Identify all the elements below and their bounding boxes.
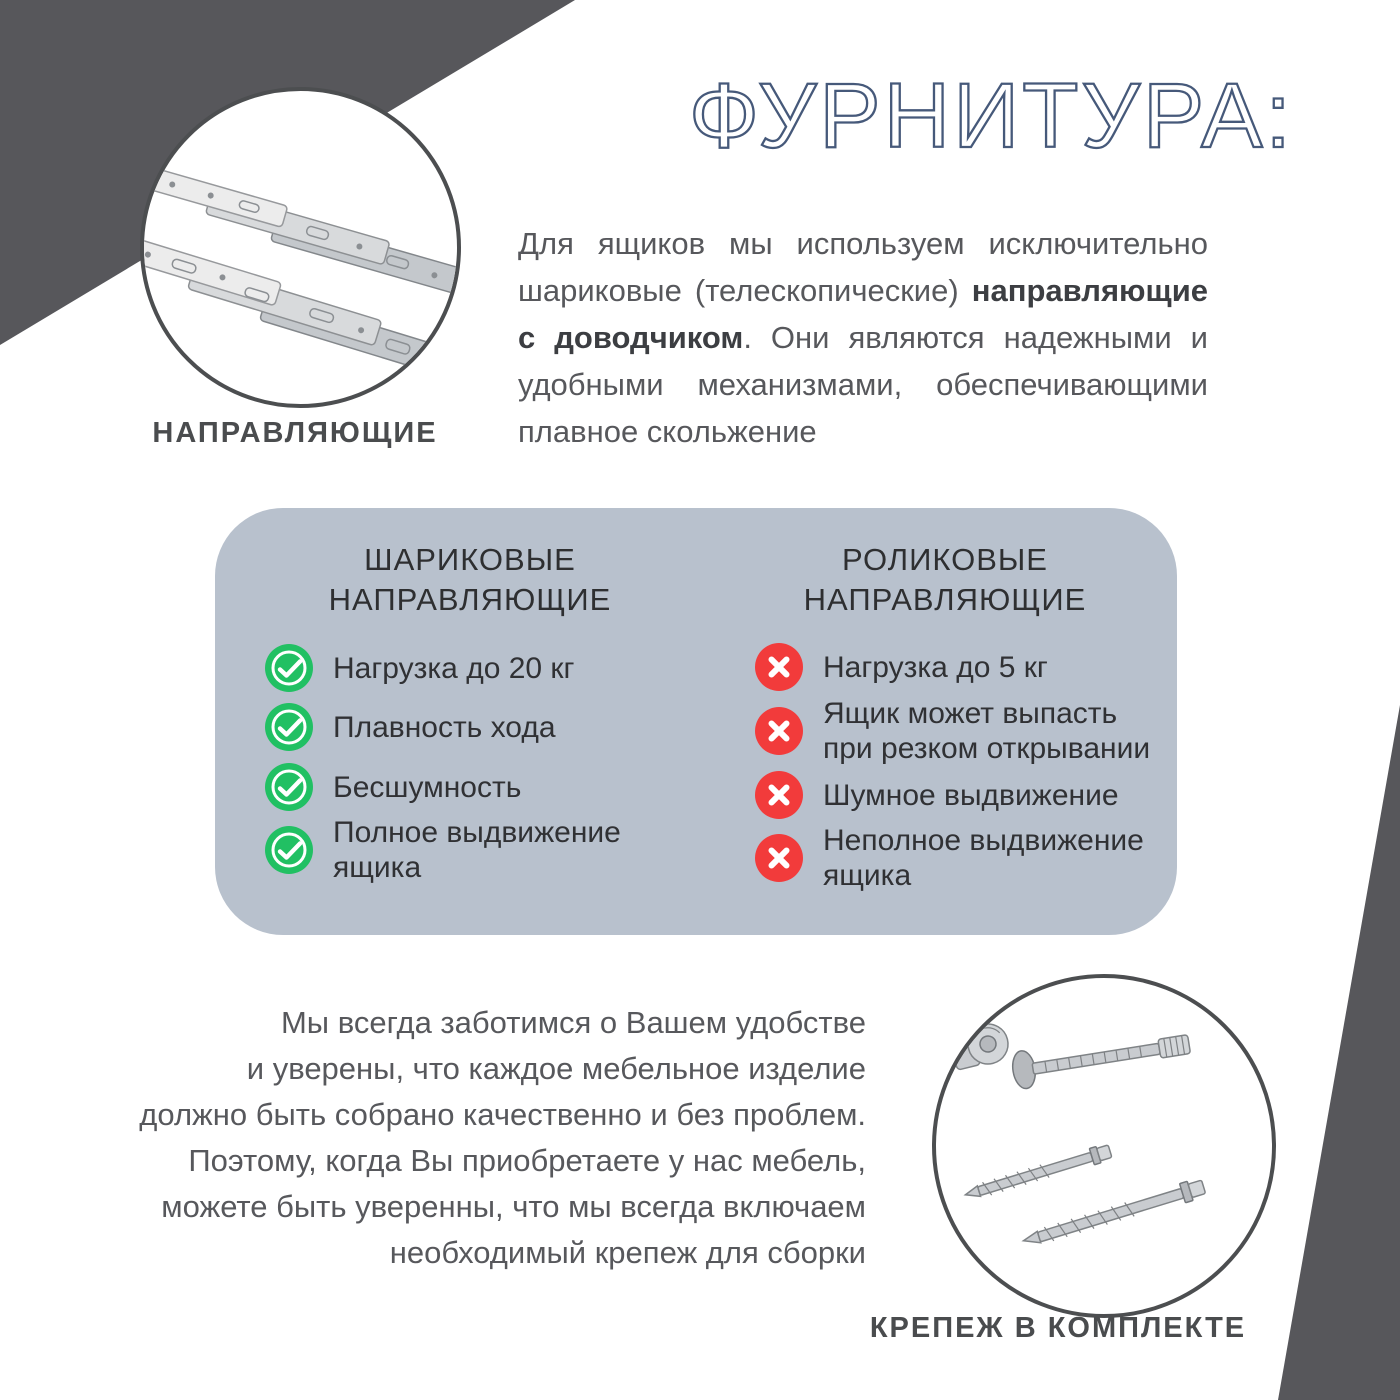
list-item: Нагрузка до 5 кг bbox=[755, 643, 1048, 691]
outro-line: можете быть уверенны, что мы всегда включаем bbox=[161, 1189, 866, 1224]
check-circle-icon bbox=[265, 763, 313, 811]
highlight-bold: направляющие bbox=[971, 273, 1208, 308]
highlight-bold: с доводчиком bbox=[518, 320, 744, 355]
cross-circle-icon bbox=[755, 771, 803, 819]
list-item: Ящик может выпасть при резком открывании bbox=[755, 696, 1153, 766]
intro-line: Для ящиков мы используем исключительно bbox=[518, 226, 1208, 261]
list-item: Полное выдвижение ящика bbox=[265, 815, 653, 885]
fasteners-photo bbox=[932, 974, 1276, 1318]
page-title-text: ФУРНИТУРА: bbox=[689, 65, 1294, 167]
bottom-right-accent-shape bbox=[1278, 705, 1400, 1400]
outro-paragraph bbox=[36, 1000, 866, 1276]
page-title bbox=[688, 55, 1300, 175]
intro-line: плавное скольжение bbox=[518, 414, 817, 449]
cross-circle-icon bbox=[755, 707, 803, 755]
check-circle-icon bbox=[265, 644, 313, 692]
intro-line: шариковые (телескопические) направляющие bbox=[518, 273, 1208, 308]
connecting-bolt bbox=[1010, 1025, 1192, 1090]
screw-small bbox=[963, 1143, 1112, 1203]
roller-slides-column-header: РОЛИКОВЫЕ НАПРАВЛЯЮЩИЕ bbox=[803, 542, 1087, 617]
list-item: Шумное выдвижение bbox=[755, 771, 1119, 819]
intro-line: удобными механизмами, обеспечивающими bbox=[518, 367, 1208, 402]
fasteners-image bbox=[936, 978, 1272, 1314]
screw-large bbox=[1021, 1177, 1207, 1251]
list-item: Бесшумность bbox=[265, 763, 521, 811]
list-item: Неполное выдвижение ящика bbox=[755, 823, 1153, 893]
comparison-panel bbox=[215, 508, 1177, 935]
outro-line: должно быть собрано качественно и без проблем. bbox=[139, 1097, 866, 1132]
list-item: Плавность хода bbox=[265, 703, 556, 751]
list-item: Нагрузка до 20 кг bbox=[265, 644, 575, 692]
cam-lock-fitting bbox=[948, 1020, 1012, 1072]
intro-line: с доводчиком. Они являются надежными и bbox=[518, 320, 1208, 355]
check-circle-icon bbox=[265, 703, 313, 751]
outro-line: и уверены, что каждое мебельное изделие bbox=[246, 1051, 866, 1086]
intro-paragraph bbox=[518, 220, 1208, 455]
cross-circle-icon bbox=[755, 643, 803, 691]
outro-line: Мы всегда заботимся о Вашем удобстве bbox=[280, 1005, 866, 1040]
outro-line: необходимый крепеж для сборки bbox=[389, 1235, 866, 1270]
drawer-slides-caption: НАПРАВЛЯЮЩИЕ bbox=[152, 417, 438, 449]
ball-slides-column-header: ШАРИКОВЫЕ НАПРАВЛЯЮЩИЕ bbox=[328, 542, 612, 617]
drawer-slides-image bbox=[144, 91, 457, 404]
outro-line: Поэтому, когда Вы приобретаете у нас мебель, bbox=[188, 1143, 866, 1178]
drawer-slides-photo bbox=[140, 87, 461, 408]
check-circle-icon bbox=[265, 826, 313, 874]
fasteners-caption: КРЕПЕЖ В КОМПЛЕКТЕ bbox=[869, 1312, 1247, 1344]
cross-circle-icon bbox=[755, 834, 803, 882]
